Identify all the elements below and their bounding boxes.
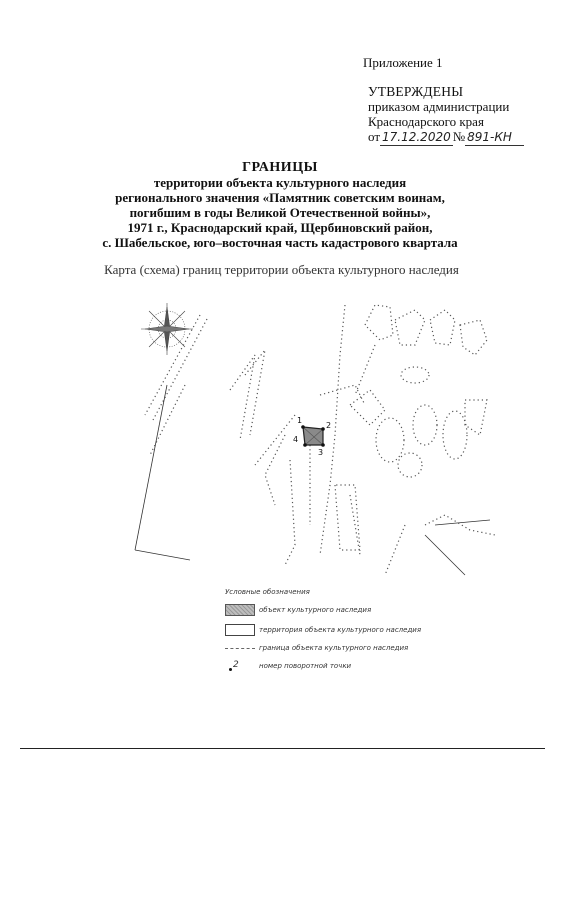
legend-row-territory <box>225 624 421 636</box>
title-line-1: ГРАНИЦЫ <box>242 160 318 175</box>
legend-point-sample <box>225 660 255 672</box>
decree-number: 891-КН <box>465 130 524 146</box>
legend-object-swatch <box>225 604 255 616</box>
legend-point-label: номер поворотной точки <box>259 662 352 670</box>
legend-boundary-label: граница объекта культурного наследия <box>259 644 409 652</box>
point-label-2: 2 <box>326 421 332 430</box>
legend-row-object <box>225 604 371 616</box>
compass-rose-icon <box>141 303 193 355</box>
legend-object-label: объект культурного наследия <box>259 606 372 614</box>
decree-date: 17.12.2020 <box>382 130 451 144</box>
title-line-2: территории объекта культурного наследия <box>153 175 407 190</box>
date-prefix: от <box>368 129 381 144</box>
document-title <box>60 160 500 250</box>
boundary-map <box>125 295 495 585</box>
point-label-1: 1 <box>297 416 303 425</box>
map-roads <box>135 385 490 575</box>
legend-row-boundary <box>225 644 408 652</box>
decree-region: Краснодарского края <box>368 114 484 129</box>
legend-boundary-swatch <box>225 648 255 649</box>
title-line-6: с. Шабельское, юго–восточная часть кадастрового квартала <box>102 235 458 250</box>
legend-point-dot <box>229 668 232 671</box>
title-line-5: 1971 г., Краснодарский край, Щербиновский район, <box>127 220 433 235</box>
appendix-label: Приложение 1 <box>363 55 443 70</box>
legend-territory-swatch <box>225 624 255 636</box>
point-label-4: 4 <box>293 435 299 444</box>
decree-issuer: приказом администрации <box>368 99 510 114</box>
number-prefix: № <box>452 129 466 144</box>
legend-row-point <box>225 660 351 672</box>
legend-point-number: 2 <box>233 660 239 670</box>
approved-label: УТВЕРЖДЕНЫ <box>368 84 464 99</box>
map-caption: Карта (схема) границ территории объекта культурного наследия <box>104 262 459 277</box>
heritage-object <box>301 425 325 447</box>
page-divider <box>20 748 545 749</box>
title-line-4: погибшим в годы Великой Отечественной войны», <box>129 205 431 220</box>
point-label-3: 3 <box>318 448 324 457</box>
legend-territory-label: территория объекта культурного наследия <box>259 626 422 634</box>
decree-date-number <box>368 129 524 146</box>
title-line-3: регионального значения «Памятник советским воинам, <box>115 190 445 205</box>
legend-title: Условные обозначения <box>225 588 310 596</box>
approval-block <box>368 84 524 146</box>
